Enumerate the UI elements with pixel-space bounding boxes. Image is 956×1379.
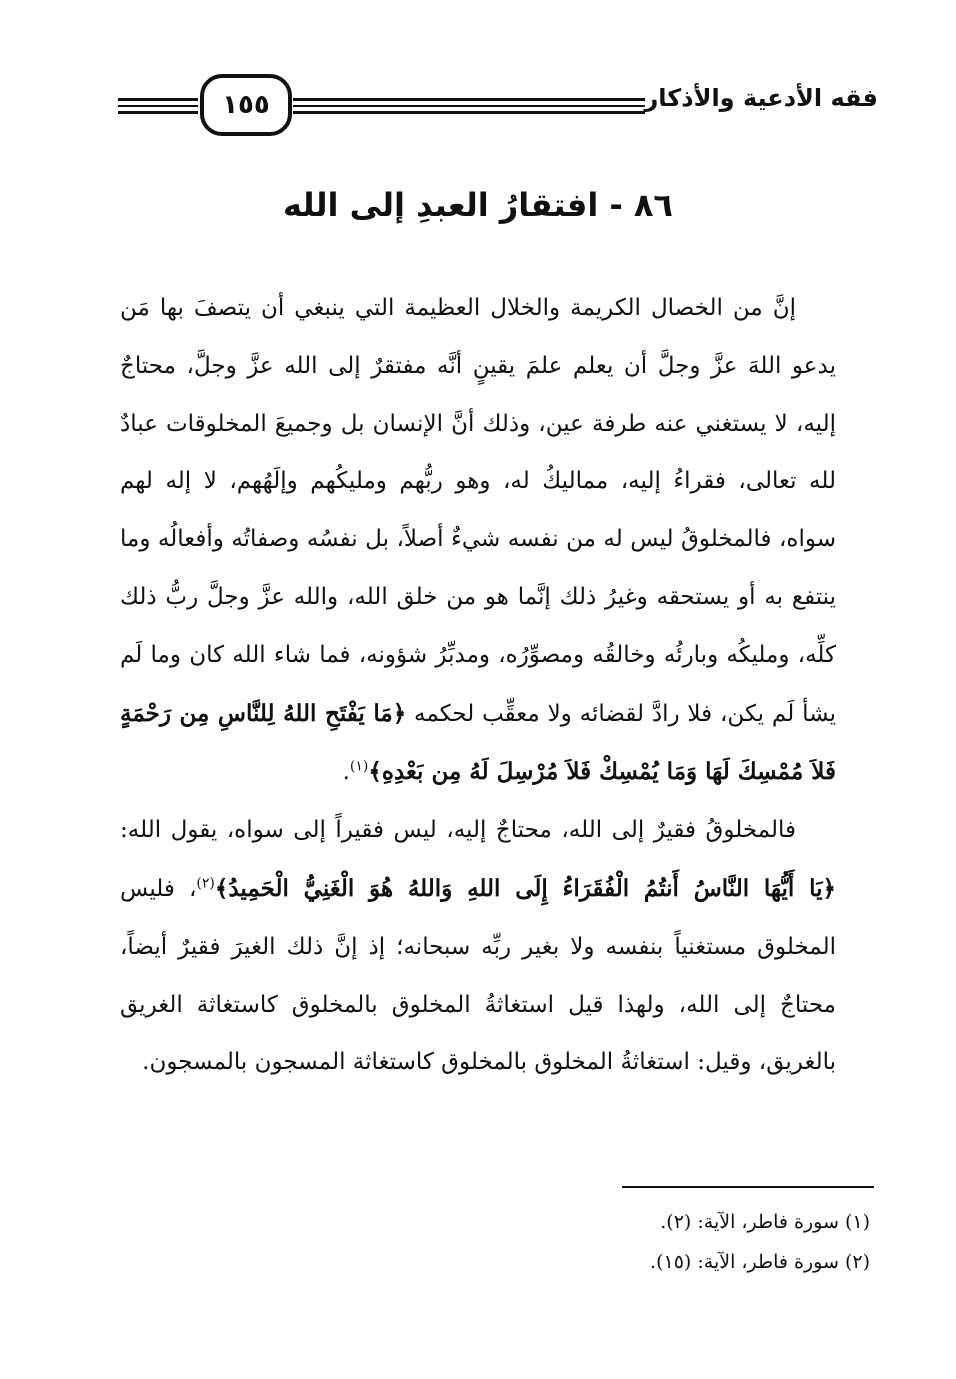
page-number: ١٥٥: [200, 74, 292, 136]
footnote: (١) سورة فاطر، الآية: (٢).: [660, 1211, 870, 1233]
paragraph-text: .: [342, 759, 350, 786]
running-title: فقه الأدعية والأذكار: [644, 84, 878, 112]
footnotes: [650, 1202, 870, 1282]
footnote-marker: (١): [349, 758, 369, 775]
header-rule: [293, 105, 645, 107]
footnote-marker: (٢): [196, 875, 215, 892]
paragraph-text: ، فليس المخلوق مستغنياً بنفسه ولا بغير ربِّه سبحانه؛ إذ إنَّ ذلك الغيرَ فقيرٌ أيضاً، محتاجٌ إلى الله، ولهذا قيل استغاثةُ المخلوق بالمخلوق كاستغاثة الغريق بالغريق، وقيل: استغاثةُ المخلوق بالمخلوق كاستغاثة المسجون بالمسجون.: [120, 875, 836, 1076]
body-text: [120, 280, 836, 1092]
footnote: (٢) سورة فاطر، الآية: (١٥).: [650, 1251, 870, 1273]
paragraph: [120, 280, 836, 802]
header-rule: [118, 98, 198, 101]
footnote-separator: [622, 1186, 874, 1188]
header-rule: [293, 98, 645, 101]
paragraph-text: فالمخلوقُ فقيرٌ إلى الله، محتاجٌ إليه، ليس فقيراً إلى سواه، يقول الله:: [120, 817, 796, 844]
chapter-title: ٨٦ - افتقارُ العبدِ إلى الله: [283, 186, 673, 224]
header-rule: [293, 111, 645, 114]
quran-verse: ﴿يَا أَيُّهَا النَّاسُ أَنتُمُ الْفُقَرَاءُ إِلَى اللهِ وَاللهُ هُوَ الْغَنِيُّ الْحَمِيدُ﴾: [214, 874, 836, 902]
quran-verse: ﴿مَا يَفْتَحِ اللهُ لِلنَّاسِ مِن رَحْمَةٍ فَلاَ مُمْسِكَ لَهَا وَمَا يُمْسِكْ فَلاَ مُرْسِلَ لَهُ مِن بَعْدِهِ﴾: [120, 699, 836, 786]
paragraph-text: إنَّ من الخصال الكريمة والخلال العظيمة التي ينبغي أن يتصفَ بها مَن يدعو اللهَ عزَّ وجلَّ أن يعلم علمَ يقينٍ أنَّه مفتقرٌ إلى الله عزَّ وجلَّ، محتاجٌ إليه، لا يستغني عنه طرفة عين، وذلك أنَّ الإنسان بل وجميعَ المخلوقات عبادٌ لله تعالى، فقراءُ إليه، مماليكُ له، وهو ربُّهم ومليكُهم وإلَهُهم، لا إله لهم سواه، فالمخلوقُ ليس له من نفسه شيءٌ أصلاً، بل نفسُه وصفاتُه وأفعالُه وما ينتفع به أو يستحقه وغيرُ ذلك إنَّما هو من خلق الله، والله عزَّ وجلَّ ربُّ ذلك كلِّه، ومليكُه وبارئُه وخالقُه ومصوِّرُه، ومدبِّرُ شؤونه، فما شاء الله كان وما لَم يشأ لَم يكن، فلا رادَّ لقضائه ولا معقِّب لحكمه: [120, 295, 836, 727]
page-header: [118, 72, 878, 144]
header-rule: [118, 111, 198, 114]
paragraph: [120, 802, 836, 1092]
header-rule: [118, 105, 198, 107]
